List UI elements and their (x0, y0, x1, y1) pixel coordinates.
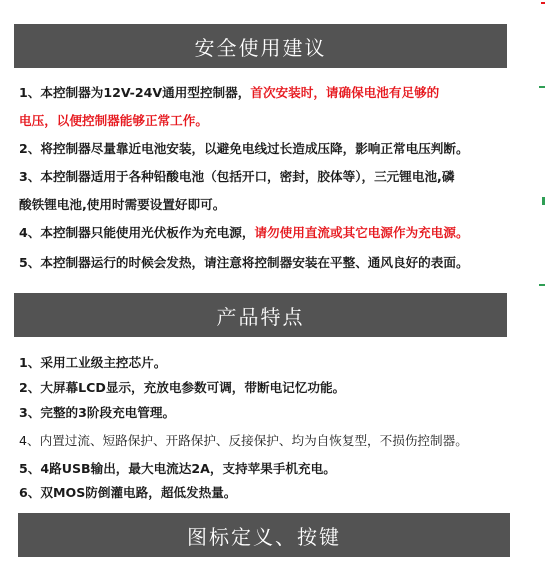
feature-line-2 (19, 380, 345, 396)
line-text: 2、将控制器尽量靠近电池安装，以避免电线过长造成压降，影响正常电压判断。 (19, 141, 469, 156)
line-text: 4、本控制器只能使用光伏板作为充电源， (19, 225, 255, 240)
section-title-features (14, 293, 507, 337)
safety-line-3-cont (19, 197, 225, 213)
warning-text: 电压，以便控制器能够正常工作。 (19, 113, 208, 128)
edge-mark (539, 284, 545, 286)
feature-line-1 (19, 355, 166, 371)
line-text: 3、完整的3阶段充电管理。 (19, 405, 176, 420)
safety-line-2 (19, 141, 469, 157)
safety-line-1-cont (19, 113, 208, 129)
feature-line-4 (19, 433, 468, 449)
safety-line-1 (19, 85, 439, 101)
safety-line-5 (19, 255, 469, 271)
section-title-icons-keys (18, 513, 510, 557)
banner-label: 产品特点 (216, 304, 305, 329)
line-text: 2、大屏幕LCD显示，充放电参数可调，带断电记忆功能。 (19, 380, 346, 395)
line-text: 酸铁锂电池,使用时需要设置好即可。 (19, 197, 226, 212)
feature-line-3 (19, 405, 175, 421)
safety-line-4 (19, 225, 469, 241)
warning-text: 首次安装时，请确保电池有足够的 (250, 85, 440, 100)
line-text: 5、4路USB输出，最大电流达2A，支持苹果手机充电。 (19, 461, 336, 476)
safety-line-3 (19, 169, 454, 185)
line-text: 3、本控制器适用于各种铅酸电池（包括开口，密封，胶体等），三元锂电池,磷 (19, 169, 455, 184)
feature-line-6 (19, 485, 236, 501)
banner-label: 安全使用建议 (194, 35, 327, 60)
line-text: 1、本控制器为12V-24V通用型控制器， (19, 85, 251, 100)
line-text: 1、采用工业级主控芯片。 (19, 355, 167, 370)
line-text: 4、内置过流、短路保护、开路保护、反接保护、均为自恢复型，不损伤控制器。 (19, 433, 468, 448)
line-text: 6、双MOS防倒灌电路，超低发热量。 (19, 485, 237, 500)
edge-mark (539, 86, 545, 88)
feature-line-5 (19, 461, 336, 477)
edge-mark (541, 2, 545, 4)
line-text: 5、本控制器运行的时候会发热，请注意将控制器安装在平整、通风良好的表面。 (19, 255, 469, 270)
warning-text: 请勿使用直流或其它电源作为充电源。 (254, 225, 469, 240)
banner-label: 图标定义、按键 (187, 524, 341, 549)
section-title-safety (14, 24, 507, 68)
